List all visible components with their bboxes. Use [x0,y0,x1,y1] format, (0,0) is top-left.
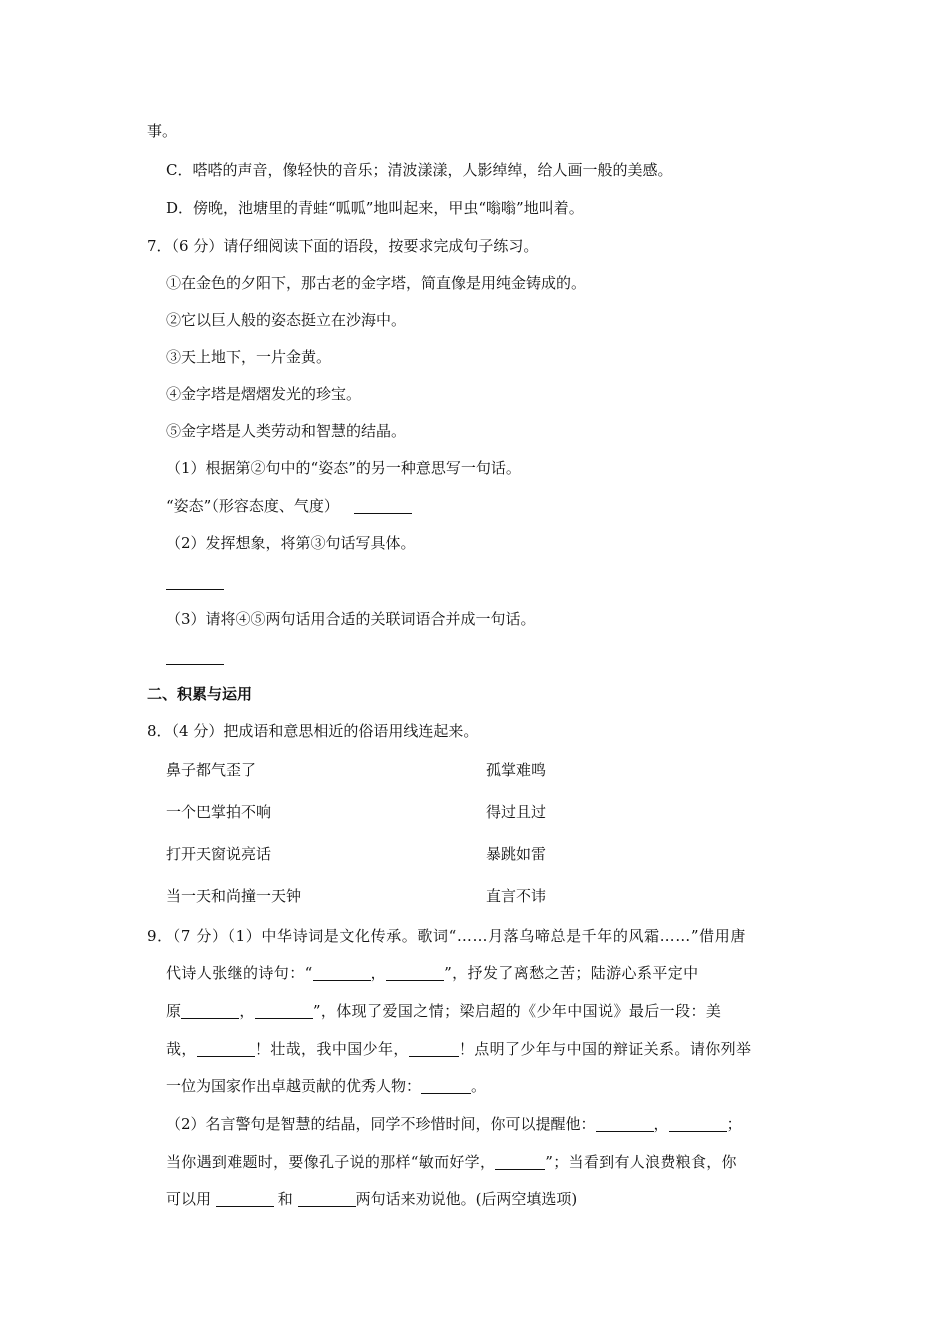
q6-option-d: D．傍晚，池塘里的青蛙“呱呱”地叫起来，甲虫“嗡嗡”地叫着。 [166,199,584,217]
q8-stem: 8．（4 分）把成语和意思相近的俗语用线连起来。 [147,722,479,740]
q7-part-1: （1）根据第②句中的“姿态”的另一种意思写一句话。 [166,459,521,477]
q8-right-item-3[interactable]: 暴跳如雷 [486,845,547,863]
q8-right-item-4[interactable]: 直言不讳 [486,887,547,905]
answer-blank[interactable] [166,664,224,665]
q9-text: ， [239,1002,255,1020]
q7-part-1-hint: “姿态”（形容态度、气度） [166,497,339,515]
q9-line-2 [166,966,699,981]
answer-blank[interactable] [313,979,371,981]
q9-text: ， [370,964,387,982]
q7-sentence-5: ⑤金字塔是人类劳动和智慧的结晶。 [166,422,407,440]
q9-text: ！点明了少年与中国的辩证关系。请你列举 [458,1040,752,1058]
answer-blank[interactable] [495,1168,545,1170]
q9-text: 哉， [166,1040,197,1058]
q8-left-item-2[interactable]: 一个巴掌拍不响 [166,803,272,821]
q8-left-item-4[interactable]: 当一天和尚撞一天钟 [166,887,302,905]
q7-sentence-2: ②它以巨人般的姿态挺立在沙海中。 [166,311,407,329]
q9-text: 代诗人张继的诗句：“ [166,964,313,982]
q7-part-2: （2）发挥想象，将第③句话写具体。 [166,534,416,552]
answer-blank[interactable] [386,979,444,981]
q9-text: ； [726,1115,742,1133]
answer-blank[interactable] [298,1205,356,1207]
q9-text: 可以用 [166,1190,216,1208]
answer-blank[interactable] [181,1017,239,1019]
q7-sentence-1: ①在金色的夕阳下，那古老的金字塔，简直像是用纯金铸成的。 [166,274,587,292]
q9-text: 一位为国家作出卓越贡献的优秀人物： [166,1077,422,1095]
answer-blank[interactable] [354,512,412,514]
q9-line-7 [166,1155,737,1170]
answer-blank[interactable] [669,1130,727,1132]
q9-text: ”，体现了爱国之情；梁启超的《少年中国说》最后一段：美 [312,1002,722,1020]
q6-option-c: C．嗒嗒的声音，像轻快的音乐；清波漾漾，人影绰绰，给人画一般的美感。 [166,161,673,179]
q9-line-8 [166,1192,577,1207]
q8-left-item-1[interactable]: 鼻子都气歪了 [166,761,257,779]
answer-blank[interactable] [421,1092,471,1094]
q7-stem: 7．（6 分）请仔细阅读下面的语段，按要求完成句子练习。 [147,237,539,255]
answer-blank[interactable] [255,1017,313,1019]
section-heading: 二、积累与运用 [147,685,253,703]
q8-right-item-2[interactable]: 得过且过 [486,803,547,821]
answer-blank[interactable] [409,1055,459,1057]
q7-part-1-hint-line [166,499,412,514]
q9-text: 。 [471,1077,487,1095]
answer-blank[interactable] [166,589,224,590]
answer-blank[interactable] [197,1055,255,1057]
q6-continuation: 事。 [147,122,178,140]
q7-sentence-4: ④金字塔是熠熠发光的珍宝。 [166,385,362,403]
q9-text: ”；当看到有人浪费粮食，你 [545,1153,737,1171]
q9-text: 原 [166,1002,182,1020]
q9-text: 两句话来劝说他。(后两空填选项) [355,1190,578,1208]
q9-text: ， [653,1115,669,1133]
q8-left-item-3[interactable]: 打开天窗说亮话 [166,845,272,863]
q9-text: ”，抒发了离愁之苦；陆游心系平定中 [444,964,699,982]
q9-text: ！壮哉，我中国少年， [254,1040,409,1058]
answer-blank[interactable] [216,1205,274,1207]
q9-text: 当你遇到难题时，要像孔子说的那样“敏而好学， [166,1153,496,1171]
q7-sentence-3: ③天上地下，一片金黄。 [166,348,332,366]
q9-text: （2）名言警句是智慧的结晶，同学不珍惜时间，你可以提醒他： [166,1115,596,1133]
answer-blank[interactable] [596,1130,654,1132]
q9-text: 和 [277,1190,298,1208]
q7-part-3: （3）请将④⑤两句话用合适的关联词语合并成一句话。 [166,610,536,628]
q9-line-5 [166,1079,486,1094]
q9-line-1: 9．（7 分）（1）中华诗词是文化传承。歌词“……月落乌啼总是千年的风霜……”借用唐 [147,927,746,945]
q9-line-6 [166,1117,742,1132]
q8-right-item-1[interactable]: 孤掌难鸣 [486,761,547,779]
q9-line-3 [166,1004,721,1019]
q9-line-4 [166,1042,751,1057]
